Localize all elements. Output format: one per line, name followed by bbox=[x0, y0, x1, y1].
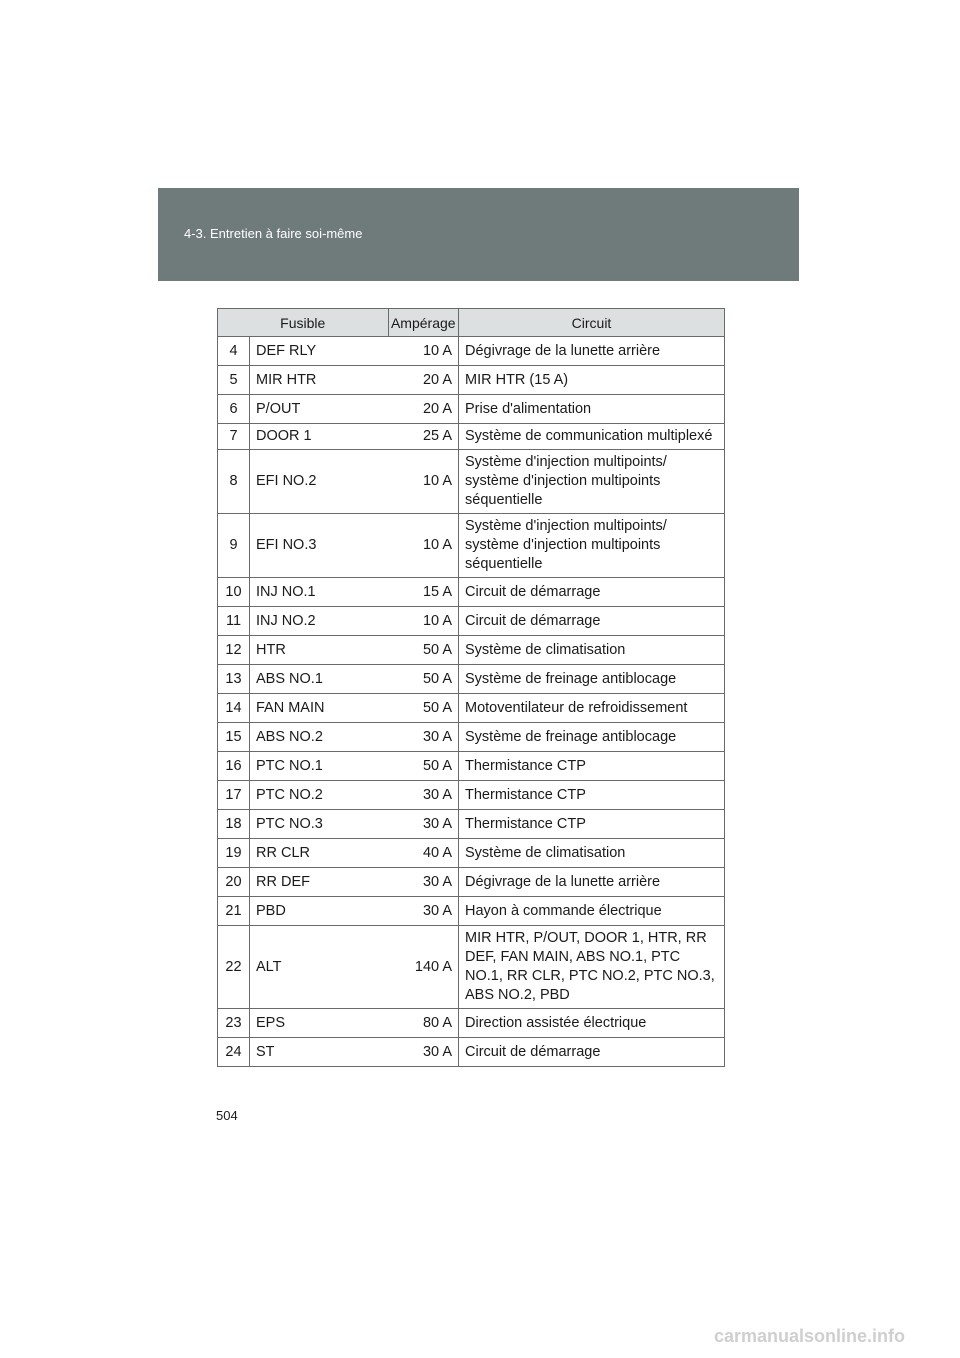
fuse-number: 9 bbox=[218, 514, 250, 578]
fuse-number: 11 bbox=[218, 607, 250, 636]
fuse-name: PTC NO.2 bbox=[250, 781, 389, 810]
table-row bbox=[218, 665, 725, 694]
fuse-amperage: 140 A bbox=[388, 926, 459, 1009]
fuse-name: EFI NO.2 bbox=[250, 450, 389, 514]
table-row bbox=[218, 578, 725, 607]
table-row bbox=[218, 1009, 725, 1038]
column-header-amperage: Ampérage bbox=[388, 309, 459, 337]
table-row bbox=[218, 781, 725, 810]
fuse-number: 12 bbox=[218, 636, 250, 665]
fuse-amperage: 15 A bbox=[388, 578, 459, 607]
fuse-name: RR CLR bbox=[250, 839, 389, 868]
fuse-circuit: MIR HTR (15 A) bbox=[459, 366, 725, 395]
table-row bbox=[218, 926, 725, 1009]
fuse-circuit: Circuit de démarrage bbox=[459, 607, 725, 636]
fuse-name: PBD bbox=[250, 897, 389, 926]
column-header-circuit: Circuit bbox=[459, 309, 725, 337]
fuse-amperage: 40 A bbox=[388, 839, 459, 868]
fuse-number: 24 bbox=[218, 1038, 250, 1067]
fuse-number: 8 bbox=[218, 450, 250, 514]
fuse-amperage: 30 A bbox=[388, 723, 459, 752]
fuse-name: EFI NO.3 bbox=[250, 514, 389, 578]
fuse-name: PTC NO.3 bbox=[250, 810, 389, 839]
fuse-circuit: Hayon à commande électrique bbox=[459, 897, 725, 926]
fuse-name: ALT bbox=[250, 926, 389, 1009]
fuse-number: 15 bbox=[218, 723, 250, 752]
fuse-number: 10 bbox=[218, 578, 250, 607]
fuse-circuit: Thermistance CTP bbox=[459, 781, 725, 810]
fuse-amperage: 30 A bbox=[388, 868, 459, 897]
table-row bbox=[218, 897, 725, 926]
fuse-circuit: Dégivrage de la lunette arrière bbox=[459, 868, 725, 897]
table-row bbox=[218, 868, 725, 897]
fuse-amperage: 30 A bbox=[388, 810, 459, 839]
column-header-fusible: Fusible bbox=[218, 309, 389, 337]
fuse-name: P/OUT bbox=[250, 395, 389, 424]
table-row bbox=[218, 607, 725, 636]
fuse-number: 6 bbox=[218, 395, 250, 424]
table-row bbox=[218, 723, 725, 752]
fuse-name: DEF RLY bbox=[250, 337, 389, 366]
fuse-circuit: Motoventilateur de refroidissement bbox=[459, 694, 725, 723]
fuse-circuit: MIR HTR, P/OUT, DOOR 1, HTR, RR DEF, FAN MAIN, ABS NO.1, PTC NO.1, RR CLR, PTC NO.2, PTC NO.3, ABS NO.2, PBD bbox=[459, 926, 725, 1009]
table-row bbox=[218, 366, 725, 395]
fuse-name: PTC NO.1 bbox=[250, 752, 389, 781]
fuse-circuit: Prise d'alimentation bbox=[459, 395, 725, 424]
fuse-amperage: 50 A bbox=[388, 752, 459, 781]
fuse-number: 5 bbox=[218, 366, 250, 395]
fuse-name: MIR HTR bbox=[250, 366, 389, 395]
section-title: 4-3. Entretien à faire soi-même bbox=[184, 226, 363, 241]
fuse-circuit: Dégivrage de la lunette arrière bbox=[459, 337, 725, 366]
fuse-amperage: 10 A bbox=[388, 450, 459, 514]
fuse-amperage: 30 A bbox=[388, 781, 459, 810]
fuse-amperage: 50 A bbox=[388, 665, 459, 694]
fuse-name: ABS NO.2 bbox=[250, 723, 389, 752]
fuse-amperage: 20 A bbox=[388, 366, 459, 395]
fuse-number: 13 bbox=[218, 665, 250, 694]
fuse-number: 7 bbox=[218, 424, 250, 450]
fuse-circuit: Système d'injection multipoints/ système d'injection multipoints séquentielle bbox=[459, 450, 725, 514]
fuse-name: FAN MAIN bbox=[250, 694, 389, 723]
fuse-circuit: Circuit de démarrage bbox=[459, 578, 725, 607]
fuse-number: 16 bbox=[218, 752, 250, 781]
fuse-number: 22 bbox=[218, 926, 250, 1009]
table-row bbox=[218, 1038, 725, 1067]
fuse-amperage: 25 A bbox=[388, 424, 459, 450]
fuse-amperage: 10 A bbox=[388, 607, 459, 636]
fuse-circuit: Système de freinage antiblocage bbox=[459, 665, 725, 694]
fuse-name: INJ NO.1 bbox=[250, 578, 389, 607]
fuse-number: 21 bbox=[218, 897, 250, 926]
fuse-number: 18 bbox=[218, 810, 250, 839]
table-row bbox=[218, 694, 725, 723]
table-row bbox=[218, 424, 725, 450]
table-header-row bbox=[218, 309, 725, 337]
fuse-amperage: 30 A bbox=[388, 1038, 459, 1067]
fuse-amperage: 20 A bbox=[388, 395, 459, 424]
fuse-number: 4 bbox=[218, 337, 250, 366]
fuse-name: EPS bbox=[250, 1009, 389, 1038]
fuse-number: 19 bbox=[218, 839, 250, 868]
fuse-circuit: Thermistance CTP bbox=[459, 752, 725, 781]
table-row bbox=[218, 752, 725, 781]
fuse-circuit: Système d'injection multipoints/ système d'injection multipoints séquentielle bbox=[459, 514, 725, 578]
fuse-number: 17 bbox=[218, 781, 250, 810]
fuse-circuit: Système de climatisation bbox=[459, 839, 725, 868]
fuse-circuit: Circuit de démarrage bbox=[459, 1038, 725, 1067]
fuse-name: ABS NO.1 bbox=[250, 665, 389, 694]
fuse-amperage: 10 A bbox=[388, 514, 459, 578]
table-row bbox=[218, 810, 725, 839]
section-header-band bbox=[158, 188, 799, 281]
fuse-number: 23 bbox=[218, 1009, 250, 1038]
fuse-amperage: 10 A bbox=[388, 337, 459, 366]
fuse-number: 14 bbox=[218, 694, 250, 723]
fuse-name: ST bbox=[250, 1038, 389, 1067]
fuse-circuit: Système de climatisation bbox=[459, 636, 725, 665]
table-row bbox=[218, 337, 725, 366]
fuse-name: DOOR 1 bbox=[250, 424, 389, 450]
fuse-table bbox=[217, 308, 725, 1067]
table-row bbox=[218, 839, 725, 868]
page-number: 504 bbox=[216, 1108, 238, 1123]
fuse-circuit: Direction assistée électrique bbox=[459, 1009, 725, 1038]
table-row bbox=[218, 514, 725, 578]
fuse-circuit: Système de freinage antiblocage bbox=[459, 723, 725, 752]
fuse-name: RR DEF bbox=[250, 868, 389, 897]
table-row bbox=[218, 450, 725, 514]
fuse-name: HTR bbox=[250, 636, 389, 665]
fuse-amperage: 80 A bbox=[388, 1009, 459, 1038]
fuse-name: INJ NO.2 bbox=[250, 607, 389, 636]
table-row bbox=[218, 636, 725, 665]
fuse-amperage: 50 A bbox=[388, 694, 459, 723]
fuse-amperage: 30 A bbox=[388, 897, 459, 926]
table-row bbox=[218, 395, 725, 424]
watermark: carmanualsonline.info bbox=[713, 1326, 905, 1346]
fuse-circuit: Système de communication multiplexé bbox=[459, 424, 725, 450]
fuse-number: 20 bbox=[218, 868, 250, 897]
fuse-amperage: 50 A bbox=[388, 636, 459, 665]
fuse-circuit: Thermistance CTP bbox=[459, 810, 725, 839]
